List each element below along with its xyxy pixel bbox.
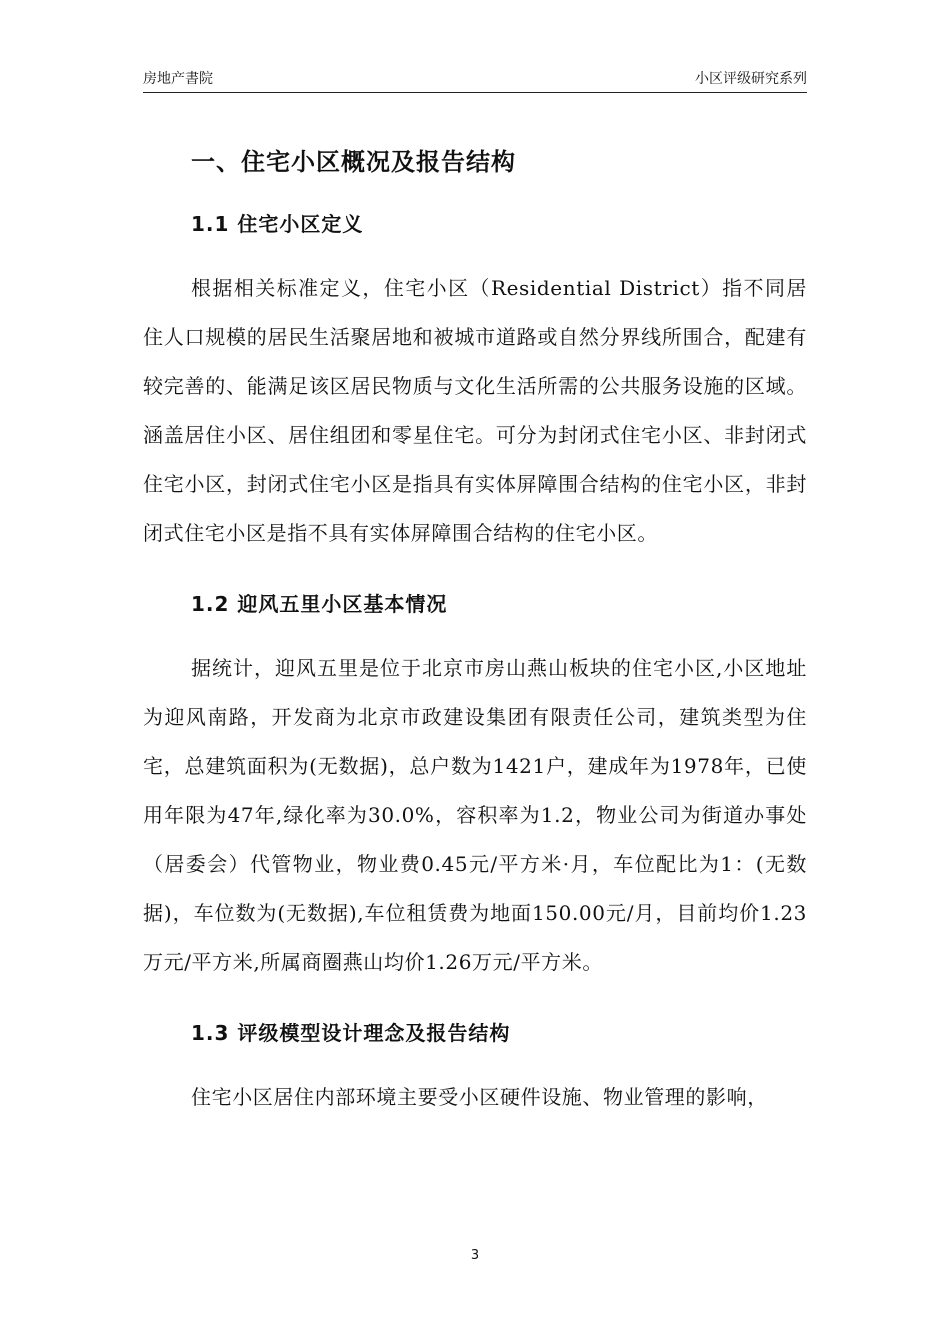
page-header	[143, 66, 807, 93]
chapter-title: 一、住宅小区概况及报告结构	[191, 148, 516, 176]
section-title-1-3: 1.3 评级模型设计理念及报告结构	[191, 1021, 511, 1045]
section-paragraph-1-1: 根据相关标准定义，住宅小区（Residential District）指不同居住人口规模的居民生活聚居地和被城市道路或自然分界线所围合，配建有较完善的、能满足该区居民物质与文化生活所需的公共服务设施的区域。涵盖居住小区、居住组团和零星住宅。可分为封闭式住宅小区、非封闭式住宅小区，封闭式住宅小区是指具有实体屏障围合结构的住宅小区，非封闭式住宅小区是指不具有实体屏障围合结构的住宅小区。	[143, 276, 807, 545]
header-publisher: 房地产書院	[143, 71, 213, 87]
section-title-1-1: 1.1 住宅小区定义	[191, 212, 364, 236]
section-paragraph-1-3: 住宅小区居住内部环境主要受小区硬件设施、物业管理的影响，	[191, 1085, 768, 1109]
page-number: 3	[470, 1248, 480, 1263]
section-title-1-2: 1.2 迎风五里小区基本情况	[191, 592, 448, 616]
section-paragraph-1-2: 据统计，迎风五里是位于北京市房山燕山板块的住宅小区,小区地址为迎风南路，开发商为北京市政建设集团有限责任公司，建筑类型为住宅，总建筑面积为(无数据)，总户数为1421户，建成年为1978年，已使用年限为47年,绿化率为30.0%，容积率为1.2，物业公司为街道办事处（居委会）代管物业，物业费0.45元/平方米·月，车位配比为1：(无数据)，车位数为(无数据),车位租赁费为地面150.00元/月，目前均价1.23万元/平方米,所属商圈燕山均价1.26万元/平方米。	[143, 656, 807, 974]
header-series: 小区评级研究系列	[695, 71, 807, 87]
document-body	[143, 140, 807, 1122]
